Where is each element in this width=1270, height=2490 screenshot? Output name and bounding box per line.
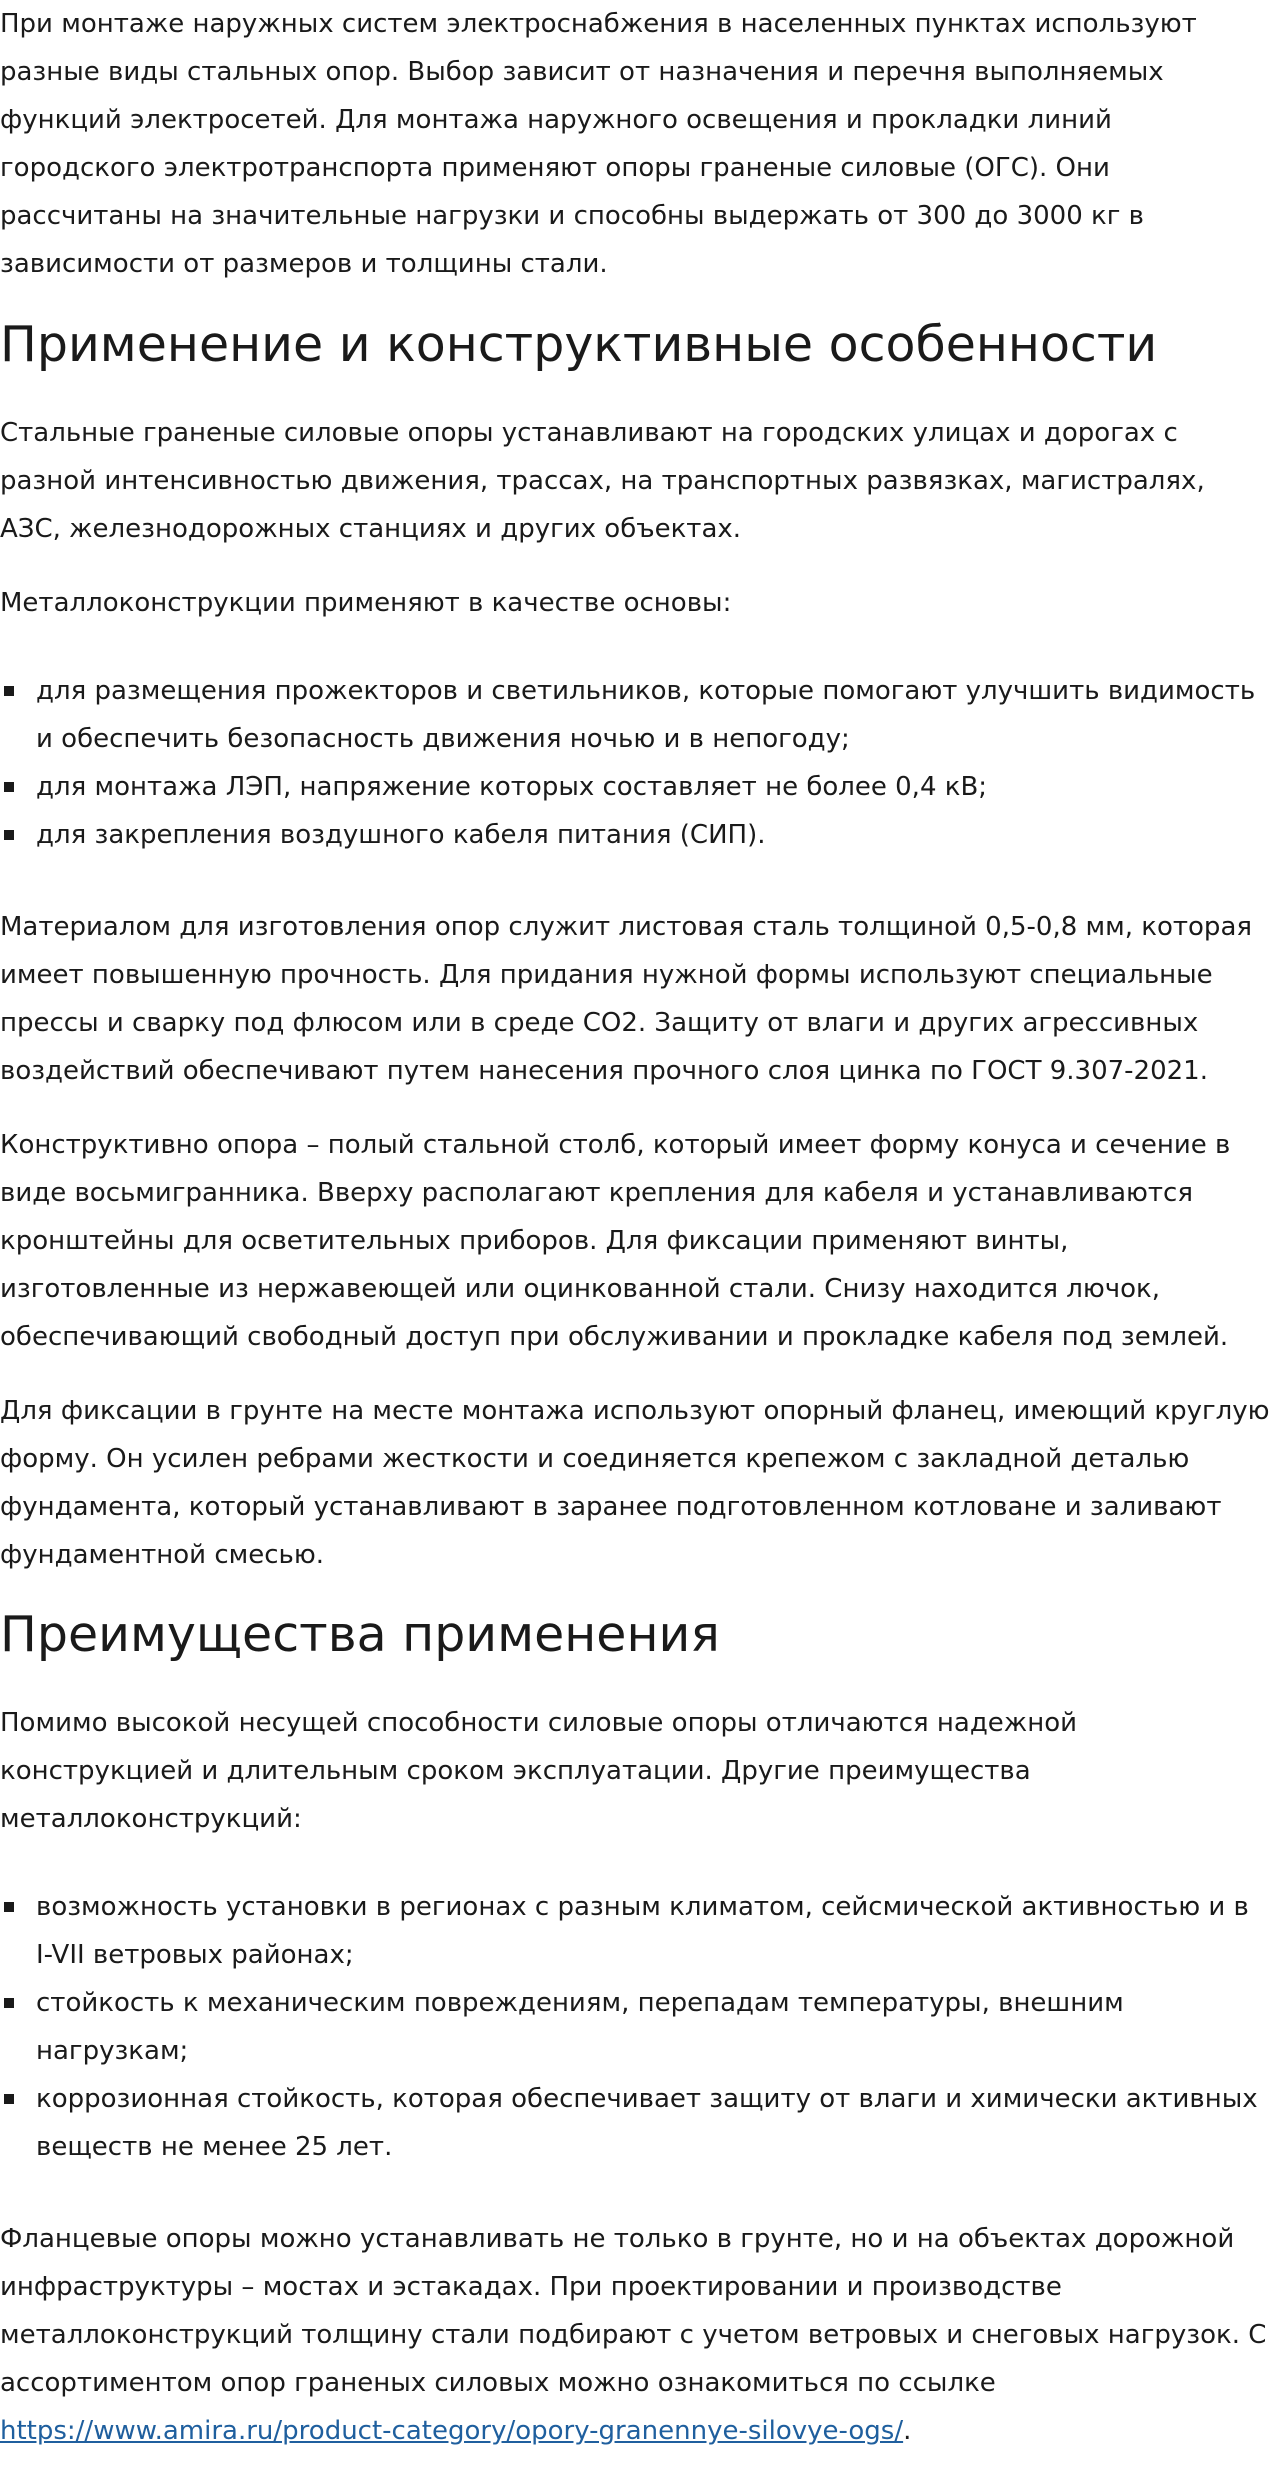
section-heading-application: Применение и конструктивные особенности (0, 316, 1158, 373)
list-item-text: стойкость к механическим повреждениям, перепадам температуры, внешним нагрузкам; (36, 1988, 1124, 2066)
paragraph-material: Материалом для изготовления опор служит листовая сталь толщиной 0,5-0,8 мм, которая имеет повышенную прочность. Для придания нужной формы используют специальные прессы и сварку под флюсом или в среде CO2. Защиту от влаги и других агрессивных воздействий обеспечивают путем нанесения прочного слоя цинка по ГОСТ 9.307-2021. (0, 912, 1253, 1086)
list-item-text: для монтажа ЛЭП, напряжение которых составляет не более 0,4 кВ; (36, 772, 988, 802)
list-item (0, 1979, 1270, 2075)
paragraph-usage: Стальные граненые силовые опоры устанавливают на городских улицах и дорогах с разной интенсивностью движения, трассах, на транспортных развязках, магистралях, АЗС, железнодорожных станциях и других объектах. (0, 418, 1205, 544)
bullet-icon (4, 686, 14, 696)
list-item (0, 2075, 1270, 2171)
bullet-icon (4, 2094, 14, 2104)
paragraph-end-punctuation: . (903, 2416, 912, 2446)
catalog-link[interactable]: https://www.amira.ru/product-category/opory-granennye-silovye-ogs/ (0, 2416, 904, 2446)
paragraph-advantages: Помимо высокой несущей способности силовые опоры отличаются надежной конструкцией и длительным сроком эксплуатации. Другие преимущества металлоконструкций: (0, 1708, 1078, 1834)
list-item (0, 763, 1270, 811)
list-item-text: возможность установки в регионах с разным климатом, сейсмической активностью и в I-VII ветровых районах; (36, 1892, 1249, 1970)
paragraph-flange (0, 2215, 1270, 2455)
paragraph-construction: Конструктивно опора – полый стальной столб, который имеет форму конуса и сечение в виде восьмигранника. Вверху располагают крепления для кабеля и устанавливаются кронштейны для осветительных приборов. Для фиксации применяют винты, изготовленные из нержавеющей или оцинкованной стали. Снизу находится лючок, обеспечивающий свободный доступ при обслуживании и прокладке кабеля под землей. (0, 1130, 1231, 1352)
list-item (0, 667, 1270, 763)
advantages-list (0, 1883, 1270, 2171)
bullet-icon (4, 830, 14, 840)
list-item-text: коррозионная стойкость, которая обеспечивает защиту от влаги и химически активных веществ не менее 25 лет. (36, 2084, 1258, 2162)
list-item (0, 811, 1270, 859)
paragraph-fixation: Для фиксации в грунте на месте монтажа используют опорный фланец, имеющий круглую форму. Он усилен ребрами жесткости и соединяется крепежом с закладной деталью фундамента, который устанавливают в заранее подготовленном котловане и заливают фундаментной смесью. (0, 1396, 1270, 1570)
list-item (0, 1883, 1270, 1979)
bullet-icon (4, 782, 14, 792)
intro-paragraph: При монтаже наружных систем электроснабжения в населенных пунктах используют разные виды стальных опор. Выбор зависит от назначения и перечня выполняемых функций электросетей. Для монтажа наружного освещения и прокладки линий городского электротранспорта применяют опоры граненые силовые (ОГС). Они рассчитаны на значительные нагрузки и способны выдержать от 300 до 3000 кг в зависимости от размеров и толщины стали. (0, 9, 1197, 279)
list-item-text: для закрепления воздушного кабеля питания (СИП). (36, 820, 766, 850)
list-item-text: для размещения прожекторов и светильников, которые помогают улучшить видимость и обеспечить безопасность движения ночью и в непогоду; (36, 676, 1256, 754)
paragraph-flange-text: Фланцевые опоры можно устанавливать не только в грунте, но и на объектах дорожной инфраструктуры – мостах и эстакадах. При проектировании и производстве металлоконструкций толщину стали подбирают с учетом ветровых и снеговых нагрузок. С ассортиментом опор граненых силовых можно ознакомиться по ссылке (0, 2224, 1267, 2398)
usage-list (0, 667, 1270, 859)
bullet-icon (4, 1998, 14, 2008)
paragraph-basis: Металлоконструкции применяют в качестве основы: (0, 588, 732, 618)
bullet-icon (4, 1902, 14, 1912)
section-heading-advantages: Преимущества применения (0, 1606, 720, 1663)
